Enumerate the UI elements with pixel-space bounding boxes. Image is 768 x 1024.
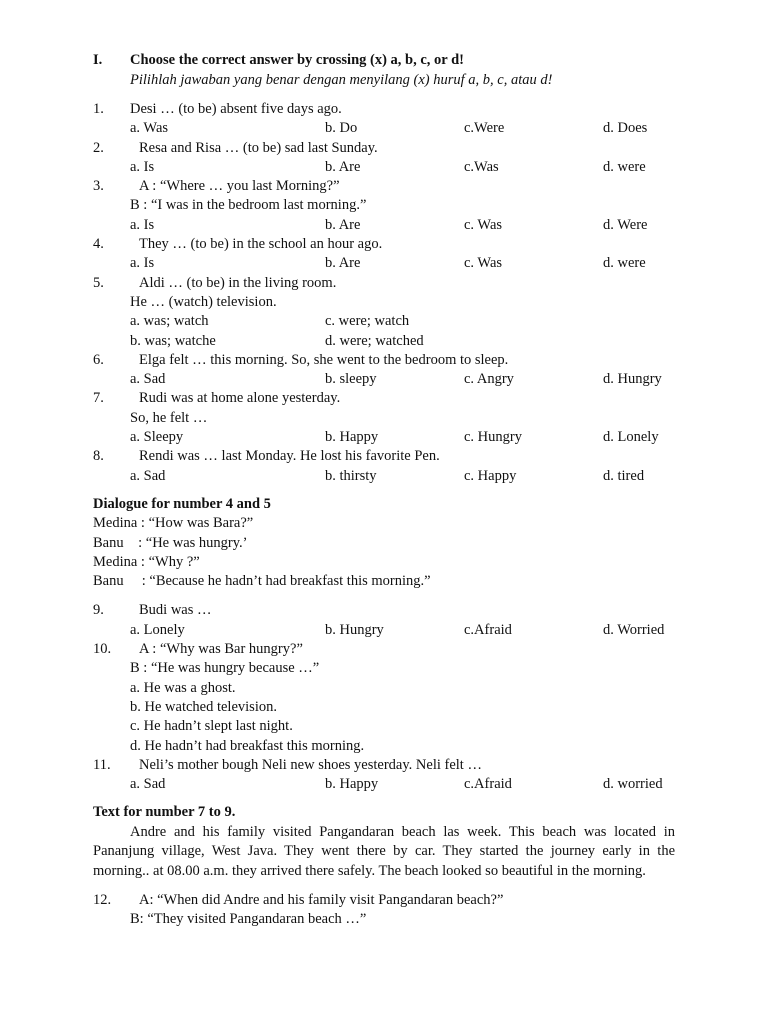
option-d[interactable]: d. Lonely — [603, 429, 659, 446]
option-a[interactable]: a. Sad — [130, 371, 166, 388]
option-d[interactable]: d. tired — [603, 467, 645, 484]
option-b[interactable]: b. Are — [325, 158, 361, 175]
option-b[interactable]: b. Are — [325, 216, 361, 233]
question-number: 8. — [93, 448, 104, 465]
options-row — [93, 158, 675, 177]
question-number: 10. — [93, 641, 112, 658]
question-text: He … (watch) television. — [130, 293, 277, 310]
option-b[interactable]: b. Hungry — [325, 621, 384, 638]
question-4 — [93, 235, 675, 254]
question-text: Aldi … (to be) in the living room. — [139, 274, 337, 291]
option-d[interactable]: d. Does — [603, 120, 648, 137]
option-b[interactable]: b. He watched television. — [130, 698, 277, 715]
option-b[interactable]: b. sleepy — [325, 371, 377, 388]
options-row — [93, 467, 675, 486]
question-text: B : “I was in the bedroom last morning.” — [130, 197, 367, 214]
options-row — [93, 254, 675, 273]
option-d[interactable]: d. were — [603, 255, 646, 272]
option-a[interactable]: a. Is — [130, 158, 155, 175]
question-9 — [93, 601, 675, 620]
question-number: 12. — [93, 891, 112, 908]
option-d[interactable]: d. Were — [603, 216, 648, 233]
option-a[interactable]: a. Sad — [130, 776, 166, 793]
options-row — [93, 428, 675, 447]
worksheet — [93, 50, 675, 930]
option-c[interactable]: c.Were — [464, 120, 505, 137]
options-row — [93, 698, 675, 717]
question-6 — [93, 351, 675, 370]
question-number: 11. — [93, 756, 111, 773]
section-number: I. — [93, 52, 103, 68]
question-text-line — [93, 293, 675, 312]
option-a[interactable]: a. Sleepy — [130, 429, 184, 446]
question-text: Resa and Risa … (to be) sad last Sunday. — [139, 139, 378, 156]
section-subtitle: Pilihlah jawaban yang benar dengan menyilang (x) huruf a, b, c, atau d! — [130, 72, 553, 88]
option-c[interactable]: c. Hungry — [464, 429, 522, 446]
question-8 — [93, 447, 675, 466]
question-number: 7. — [93, 390, 104, 407]
option-d[interactable]: d. He hadn’t had breakfast this morning. — [130, 737, 365, 754]
options-row — [93, 370, 675, 389]
option-b[interactable]: b. was; watche — [130, 332, 216, 349]
question-text: Neli’s mother bough Neli new shoes yesterday. Neli felt … — [139, 756, 482, 773]
option-b[interactable]: b. Are — [325, 255, 361, 272]
question-number: 4. — [93, 236, 104, 253]
question-number: 3. — [93, 178, 104, 195]
question-text: A: “When did Andre and his family visit Pangandaran beach?” — [139, 891, 504, 908]
option-a[interactable]: a. Was — [130, 120, 169, 137]
question-3 — [93, 177, 675, 196]
dialogue-line: Banu : “Because he hadn’t had breakfast this morning.” — [93, 573, 431, 590]
question-2 — [93, 139, 675, 158]
option-a[interactable]: a. was; watch — [130, 313, 209, 330]
question-11 — [93, 756, 675, 775]
option-a[interactable]: a. He was a ghost. — [130, 679, 236, 696]
options-row — [93, 332, 675, 351]
options-row — [93, 621, 675, 640]
option-c[interactable]: c. Angry — [464, 371, 514, 388]
question-text: Rendi was … last Monday. He lost his favorite Pen. — [139, 448, 440, 465]
question-number: 9. — [93, 602, 104, 619]
question-text: Budi was … — [139, 602, 212, 619]
option-c[interactable]: c. were; watch — [325, 313, 410, 330]
option-b[interactable]: b. Do — [325, 120, 358, 137]
options-row — [93, 717, 675, 736]
option-b[interactable]: b. Happy — [325, 776, 379, 793]
question-number: 2. — [93, 139, 104, 156]
question-text: A : “Why was Bar hungry?” — [139, 641, 303, 658]
question-1 — [93, 100, 675, 119]
section-header — [93, 50, 675, 70]
question-number: 5. — [93, 274, 104, 291]
options-row — [93, 312, 675, 331]
options-row — [93, 737, 675, 756]
option-d[interactable]: d. were — [603, 158, 646, 175]
option-a[interactable]: a. Is — [130, 216, 155, 233]
question-5 — [93, 274, 675, 293]
question-text: Elga felt … this morning. So, she went to the bedroom to sleep. — [139, 351, 509, 368]
question-text: They … (to be) in the school an hour ago. — [139, 236, 383, 253]
question-text-line — [93, 196, 675, 215]
question-text-line — [93, 409, 675, 428]
question-text: Desi … (to be) absent five days ago. — [130, 101, 342, 117]
question-number: 1. — [93, 101, 104, 117]
option-c[interactable]: c.Afraid — [464, 776, 512, 793]
option-b[interactable]: b. Happy — [325, 429, 379, 446]
text-heading: Text for number 7 to 9. — [93, 804, 236, 821]
option-a[interactable]: a. Lonely — [130, 621, 185, 638]
question-text: So, he felt … — [130, 409, 208, 426]
options-row — [93, 679, 675, 698]
dialogue-line: Banu : “He was hungry.’ — [93, 534, 248, 551]
question-text: Rudi was at home alone yesterday. — [139, 390, 341, 407]
option-c[interactable]: c. Was — [464, 216, 503, 233]
options-row — [93, 119, 675, 138]
question-number: 6. — [93, 351, 104, 368]
section-title: Choose the correct answer by crossing (x) a, b, c, or d! — [130, 52, 465, 68]
option-c[interactable]: c. Was — [464, 255, 503, 272]
options-row — [93, 775, 675, 794]
option-b[interactable]: b. thirsty — [325, 467, 377, 484]
option-d[interactable]: d. Hungry — [603, 371, 662, 388]
question-text: A : “Where … you last Morning?” — [139, 178, 340, 195]
option-c[interactable]: c. Happy — [464, 467, 517, 484]
option-a[interactable]: a. Is — [130, 255, 155, 272]
reading-paragraph: Andre and his family visited Pangandaran beach las week. This beach was located in Pananjung village, West Java. They went there by car. They started the journey early in the morning.. at 08.00 a.m. they arrived there safely. The beach looked so beautiful in the morning. — [93, 823, 675, 879]
question-text-line — [93, 659, 675, 678]
option-c[interactable]: c. He hadn’t slept last night. — [130, 718, 293, 735]
question-7 — [93, 389, 675, 408]
option-c[interactable]: c.Afraid — [464, 621, 512, 638]
question-text: B : “He was hungry because …” — [130, 660, 320, 677]
question-text-line — [93, 910, 675, 929]
dialogue-line: Medina : “How was Bara?” — [93, 515, 254, 532]
options-row — [93, 216, 675, 235]
question-12 — [93, 891, 675, 910]
option-c[interactable]: c.Was — [464, 158, 499, 175]
option-a[interactable]: a. Sad — [130, 467, 166, 484]
question-10 — [93, 640, 675, 659]
option-d[interactable]: d. Worried — [603, 621, 665, 638]
option-d[interactable]: d. worried — [603, 776, 663, 793]
option-d[interactable]: d. were; watched — [325, 332, 424, 349]
dialogue-heading: Dialogue for number 4 and 5 — [93, 495, 271, 512]
dialogue-line: Medina : “Why ?” — [93, 553, 200, 570]
question-text: B: “They visited Pangandaran beach …” — [130, 911, 367, 928]
